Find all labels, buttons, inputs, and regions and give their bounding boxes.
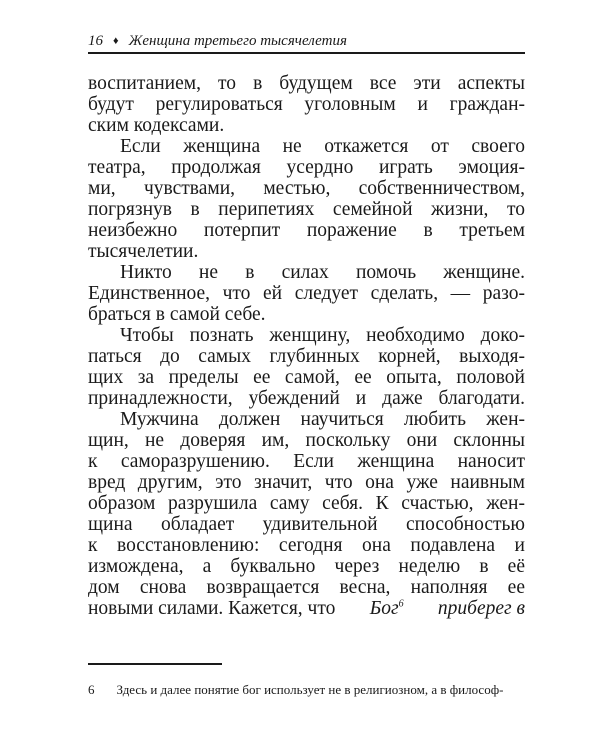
text-line: дом снова возвращается весна, наполняя ее [88,577,525,598]
text-line: Если женщина не откажется от своего [120,136,525,157]
running-title: Женщина третьего тысячелетия [128,32,347,49]
text-line: паться до самых глубинных корней, выходя- [88,346,525,367]
text-line: браться в самой себе. [88,304,266,325]
text-line: погрязнув в перипетиях семейной жизни, то [88,199,525,220]
text-line: будут регулироваться уголовным и граждан- [88,94,525,115]
footnote [88,682,525,698]
text-line: к саморазрушению. Если женщина наносит [88,451,525,472]
text-line: принадлежности, убеждений и даже благодати. [88,388,525,409]
text-line: воспитанием, то в будущем все эти аспекты [88,73,525,94]
text-line: образом разрушила саму себя. К счастью, жен- [88,493,525,514]
body-text [88,73,525,619]
italic-segment: приберег в [437,598,525,619]
running-header [88,30,525,54]
text-line: Чтобы познать женщину, необходимо доко- [120,325,525,346]
footnote-ref[interactable]: 6 [398,598,404,610]
text-line: тысячелетии. [88,241,199,262]
text-line: измождена, а буквально через неделю в её [88,556,525,577]
italic-word: Бог [369,598,399,619]
text-line: щих за пределы ее самой, ее опыта, половой [88,367,525,388]
text-line: вред другим, это значит, что она уже наивным [88,472,525,493]
text-line-with-footnote [88,598,525,619]
footnote-number: 6 [88,682,95,697]
text-line: щина обладает удивительной способностью [88,514,525,535]
text-line: неизбежно потерпит поражение в третьем [88,220,525,241]
text-line: ским кодексами. [88,115,225,136]
text-line: театра, продолжая усердно играть эмоция- [88,157,525,178]
text-line: Никто не в силах помочь женщине. [120,262,525,283]
text-line: к восстановлению: сегодня она подавлена и [88,535,525,556]
text-line: Единственное, что ей следует сделать, — разо- [88,283,525,304]
page-number: 16 [88,32,103,49]
text-line: щин, не доверяя им, поскольку они склонны [88,430,525,451]
text-line: ми, чувствами, местью, собственничеством, [88,178,525,199]
text-segment: новыми силами. Кажется, что [88,598,336,619]
footnote-divider [88,663,222,665]
footnote-text: Здесь и далее понятие бог использует не в религиозном, а в философ- [116,682,504,697]
text-line: Мужчина должен научиться любить жен- [120,409,525,430]
diamond-separator-icon: ♦ [113,35,119,47]
